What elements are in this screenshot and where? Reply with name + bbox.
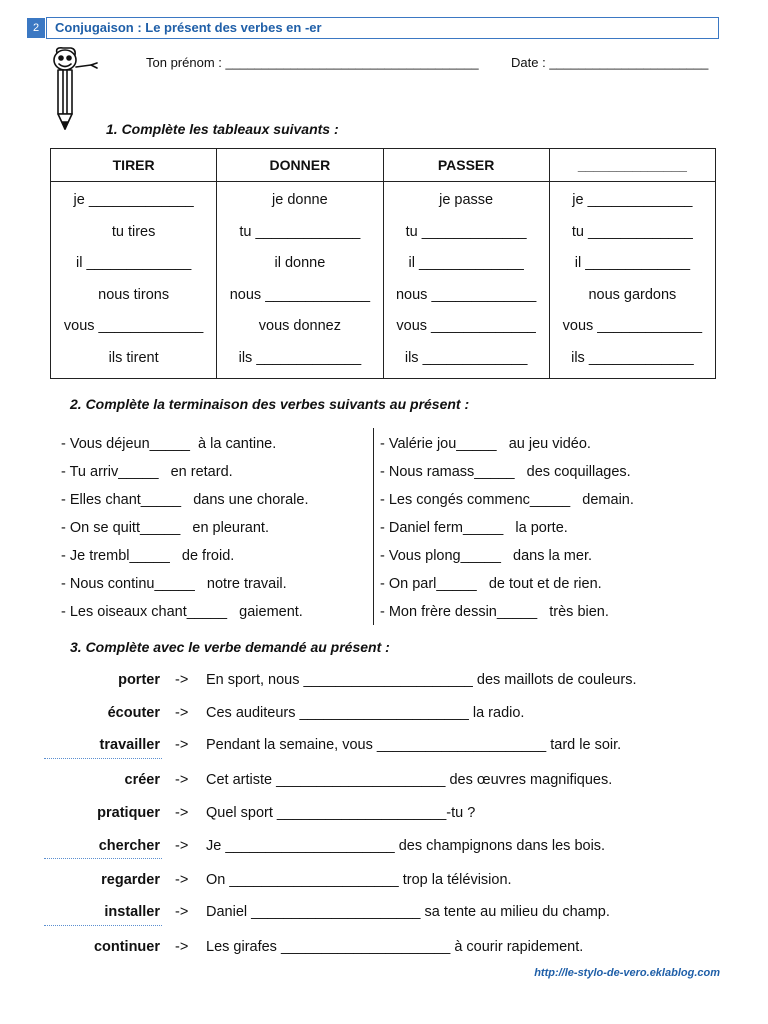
arrow-icon: -> [175,705,189,721]
verb-label: porter [118,672,160,688]
exercise2-left-list [61,430,366,626]
table-header-cell: PASSER [383,149,549,182]
arrow-icon: -> [175,772,189,788]
verb-label: créer [124,772,160,788]
exercise-sentence[interactable]: Ces auditeurs _____________________ la radio. [206,705,525,721]
table-cell[interactable]: ils _____________ [571,349,694,366]
section3-title: 3. Complète avec le verbe demandé au présent : [70,639,390,655]
exercise-sentence[interactable]: Les girafes _____________________ à courir rapidement. [206,939,584,955]
arrow-icon: -> [175,939,189,955]
exercise-sentence[interactable]: Je _____________________ des champignons dans les bois. [206,838,606,854]
list-item[interactable]: - Je trembl_____ de froid. [61,548,235,564]
footer-link[interactable]: http://le-stylo-de-vero.eklablog.com [534,967,720,979]
arrow-icon: -> [175,805,189,821]
list-item[interactable]: - Les congés commenc_____ demain. [380,492,634,508]
table-cell: tu tires [111,223,156,240]
table-cell: ils tirent [108,349,159,366]
verb-label: pratiquer [97,805,160,821]
table-cell[interactable]: il _____________ [75,255,192,272]
arrow-icon: -> [175,904,189,920]
table-cell[interactable]: ils _____________ [404,349,528,366]
table-cell: je donne [272,192,328,208]
name-label: Ton prénom : [146,55,222,70]
list-item[interactable]: - Vous plong_____ dans la mer. [380,548,593,564]
list-item[interactable]: - Daniel ferm_____ la porte. [380,520,568,536]
exercise-sentence[interactable]: Quel sport _____________________-tu ? [206,805,476,821]
arrow-icon: -> [175,838,189,854]
table-cell[interactable]: vous _____________ [562,318,703,335]
table-cell[interactable]: nous _____________ [229,286,371,303]
table-cell: je passe [439,192,494,208]
verb-label: regarder [101,872,160,888]
table-cell[interactable]: il _____________ [574,255,691,272]
table-header-cell[interactable]: ______________ [549,149,715,182]
table-cell: il donne [274,255,326,272]
table-cell[interactable]: il _____________ [408,255,524,272]
table-column [217,182,383,379]
list-item[interactable]: - On se quitt_____ en pleurant. [61,520,269,536]
list-item[interactable]: - On parl_____ de tout et de rien. [380,576,602,592]
list-item[interactable]: - Valérie jou_____ au jeu vidéo. [380,436,591,452]
list-item[interactable]: - Tu arriv_____ en retard. [61,464,233,480]
exercise-sentence[interactable]: Daniel _____________________ sa tente au milieu du champ. [206,904,610,920]
verb-label: installer [104,904,160,920]
pencil-mascot-icon [45,45,103,133]
exercise2-right-list [380,430,720,626]
table-column [51,182,217,379]
verb-label: travailler [99,737,160,753]
list-item[interactable]: - Elles chant_____ dans une chorale. [61,492,309,508]
list-item[interactable]: - Mon frère dessin_____ très bien. [380,604,609,620]
exercise-sentence[interactable]: Pendant la semaine, vous _____________________ tard le soir. [206,737,622,753]
table-column [549,182,715,379]
date-field[interactable] [511,55,708,70]
table-cell[interactable]: ils _____________ [238,349,362,366]
exercise-sentence[interactable]: On _____________________ trop la télévision. [206,872,512,888]
verb-label: continuer [93,939,160,955]
table-column [383,182,549,379]
table-cell[interactable]: je _____________ [572,192,693,208]
page-number: 2 [27,18,45,38]
table-cell[interactable]: je _____________ [73,192,194,208]
arrow-icon: -> [175,872,189,888]
arrow-icon: -> [175,737,189,753]
list-item[interactable]: - Nous continu_____ notre travail. [61,576,287,592]
verb-label: écouter [107,705,160,721]
dotted-underline [44,925,162,926]
dotted-underline [44,858,162,859]
list-item[interactable]: - Les oiseaux chant_____ gaiement. [61,604,303,620]
section1-title: 1. Complète les tableaux suivants : [106,121,339,137]
column-divider [373,428,374,625]
name-blank[interactable]: ___________________________________ [225,55,479,70]
table-cell: nous tirons [98,286,170,303]
table-cell: vous donnez [258,318,341,335]
conjugation-table [50,148,716,379]
exercise-sentence[interactable]: En sport, nous _____________________ des maillots de couleurs. [206,672,637,688]
arrow-icon: -> [175,672,189,688]
name-field[interactable] [146,55,479,70]
table-cell[interactable]: vous _____________ [396,318,536,335]
verb-label: chercher [98,838,160,854]
worksheet-title: Conjugaison : Le présent des verbes en -er [46,17,719,39]
table-cell[interactable]: tu _____________ [405,223,527,240]
date-blank[interactable]: ______________________ [549,55,709,70]
date-label: Date : [511,55,546,70]
section2-title: 2. Complète la terminaison des verbes suivants au présent : [70,396,470,412]
table-cell[interactable]: tu _____________ [571,223,693,240]
table-cell[interactable]: tu _____________ [239,223,361,240]
table-header-cell: DONNER [217,149,383,182]
table-header-cell: TIRER [51,149,217,182]
list-item[interactable]: - Nous ramass_____ des coquillages. [380,464,631,480]
table-cell[interactable]: vous _____________ [63,318,204,335]
table-cell[interactable]: nous _____________ [395,286,537,303]
dotted-underline [44,758,162,759]
table-cell: nous gardons [588,286,677,303]
list-item[interactable]: - Vous déjeun_____ à la cantine. [61,436,277,452]
exercise-sentence[interactable]: Cet artiste _____________________ des œuvres magnifiques. [206,772,613,788]
